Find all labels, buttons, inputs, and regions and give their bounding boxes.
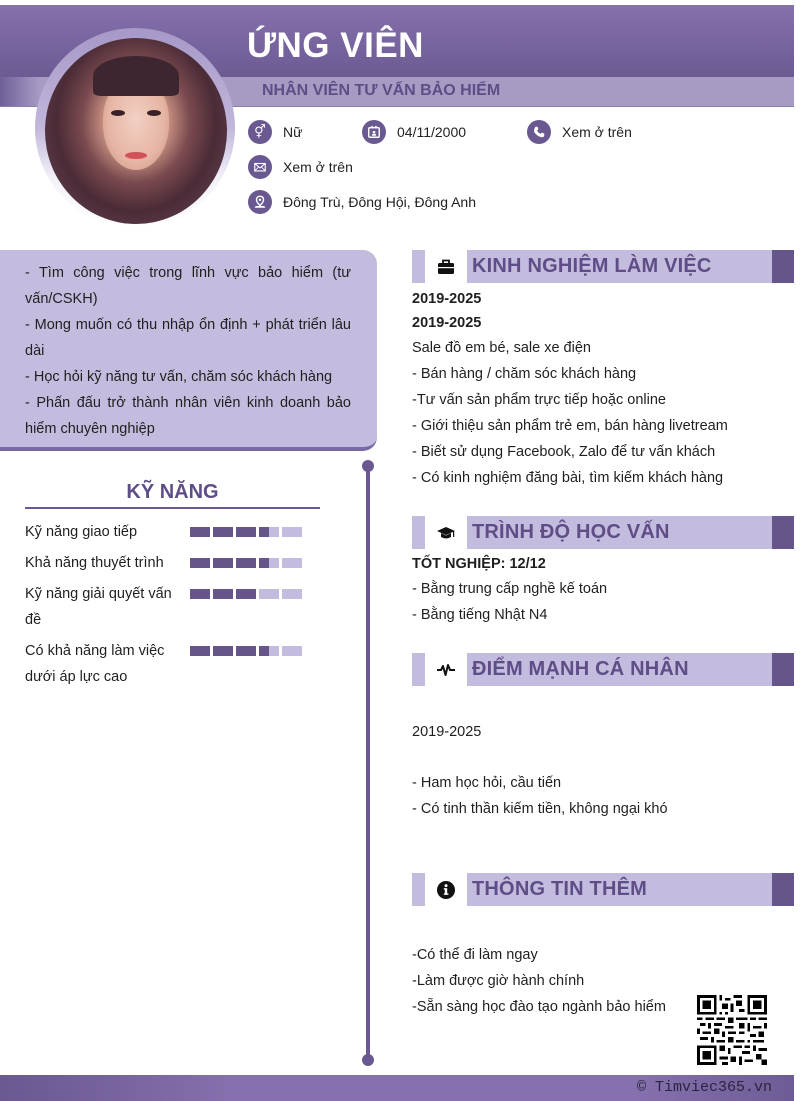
skill-rating-bar [190,527,302,537]
experience-period: 2019-2025 [412,315,482,331]
mail-icon [248,155,272,179]
heartbeat-icon [425,653,467,686]
skill-rating-bar [190,589,302,599]
strength-line: - Ham học hỏi, cầu tiến [412,775,562,791]
qr-code [697,995,767,1065]
skill-rating-bar [190,558,302,568]
contact-gender [248,120,302,144]
objective-line: - Học hỏi kỹ năng tư vấn, chăm sóc khách hàng [25,369,333,385]
address-value: Đông Trù, Đông Hội, Đông Anh [283,194,477,210]
section-header-experience [412,250,794,283]
education-heading: TỐT NGHIỆP: 12/12 [412,556,546,572]
career-objective [0,250,377,451]
additional-line: -Sẵn sàng học đào tạo ngành bảo hiểm [412,999,666,1015]
phone-icon [527,120,551,144]
contact-phone [527,120,632,144]
section-header-education [412,516,794,549]
timeline-dot-top [362,460,374,472]
objective-line: - Tìm công việc trong lĩnh vực bảo hiểm (tư vấn/CSKH) [25,265,351,307]
skill-rating-bar [190,646,302,656]
job-title: NHÂN VIÊN TƯ VẤN BẢO HIỂM [262,82,501,99]
contact-birthday [362,120,466,144]
avatar [45,38,227,224]
skill-label: Kỹ năng giải quyết vấn đề [25,586,172,628]
skill-label: Kỹ năng giao tiếp [25,524,138,540]
experience-line: Sale đồ em bé, sale xe điện [412,340,591,356]
experience-period: 2019-2025 [412,291,482,307]
section-header-strengths [412,653,794,686]
footer-copyright: © Timviec365.vn [636,1079,772,1096]
strengths-period: 2019-2025 [412,724,482,740]
timeline-dot-bottom [362,1054,374,1066]
footer [0,1075,794,1101]
gender-icon: ⚥ [248,120,272,144]
email-value: Xem ở trên [283,159,353,175]
experience-line: - Bán hàng / chăm sóc khách hàng [412,366,637,382]
objective-line: - Mong muốn có thu nhập ổn định + phát triển lâu dài [25,317,351,359]
experience-line: - Biết sử dụng Facebook, Zalo để tư vấn khách [412,444,716,460]
birthday-value: 04/11/2000 [397,124,467,140]
section-title: THÔNG TIN THÊM [472,878,648,900]
section-header-additional [412,873,794,906]
candidate-name: ỨNG VIÊN [247,26,424,65]
objective-line: - Phấn đấu trở thành nhân viên kinh doanh bảo hiểm chuyên nghiệp [25,395,351,437]
phone-value: Xem ở trên [562,124,632,140]
experience-line: - Giới thiệu sản phẩm trẻ em, bán hàng livetream [412,418,728,434]
info-icon [425,873,467,906]
skills-title: KỸ NĂNG [126,481,219,503]
contact-address [248,190,476,214]
graduation-cap-icon [425,516,467,549]
skill-label: Khả năng thuyết trình [25,555,164,571]
gender-value: Nữ [283,124,303,140]
skills-divider [25,507,320,509]
location-icon [248,190,272,214]
briefcase-icon [425,250,467,283]
skill-label: Có khả năng làm việc dưới áp lực cao [25,643,165,685]
additional-line: -Có thể đi làm ngay [412,947,538,963]
section-title: KINH NGHIỆM LÀM VIỆC [472,255,712,277]
experience-line: - Có kinh nghiệm đăng bài, tìm kiếm khách hàng [412,470,724,486]
education-line: - Bằng tiếng Nhật N4 [412,607,548,623]
contact-email [248,155,353,179]
additional-line: -Làm được giờ hành chính [412,973,585,989]
experience-line: -Tư vấn sản phẩm trực tiếp hoặc online [412,392,666,408]
section-title: ĐIỂM MẠNH CÁ NHÂN [472,658,689,680]
calendar-icon [362,120,386,144]
education-line: - Bằng trung cấp nghề kế toán [412,581,608,597]
strength-line: - Có tinh thần kiếm tiền, không ngại khó [412,801,668,817]
section-title: TRÌNH ĐỘ HỌC VẤN [472,521,670,543]
timeline-line [366,466,370,1060]
